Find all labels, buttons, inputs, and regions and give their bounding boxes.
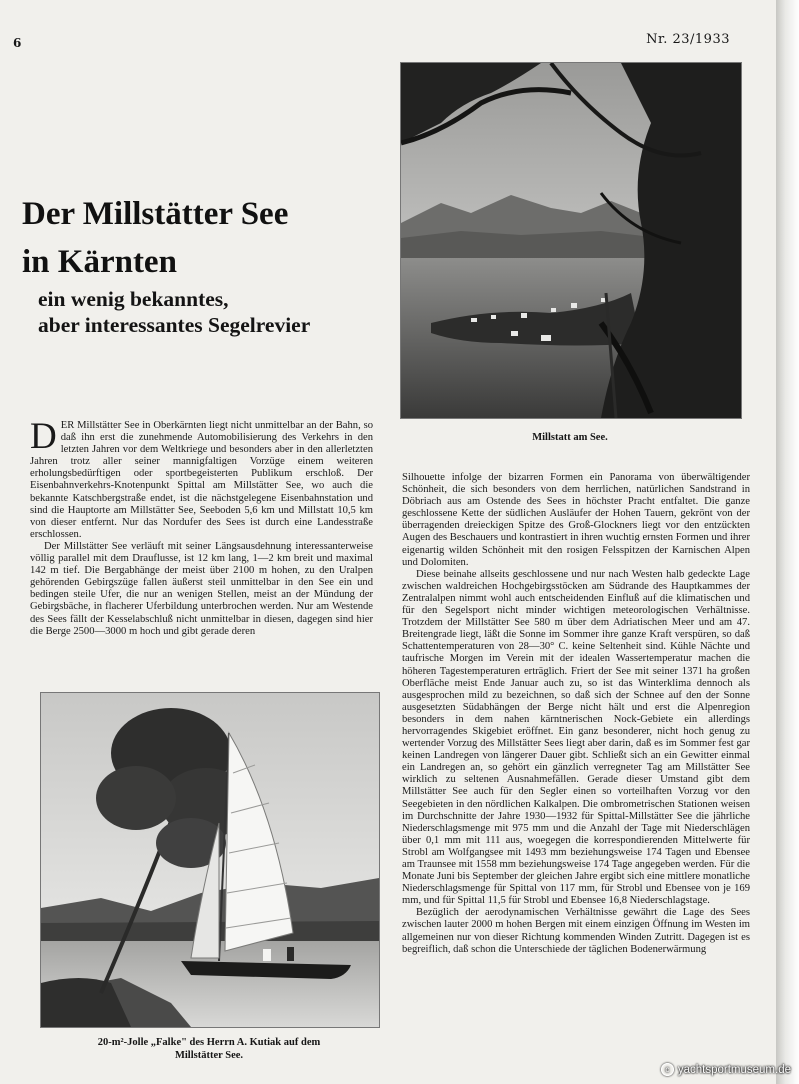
title-line-2: in Kärnten <box>22 244 177 280</box>
subtitle-line-2: aber interessantes Segelrevier <box>38 313 311 337</box>
paragraph <box>30 416 373 541</box>
paragraph-text: ER Millstätter See in Oberkärnten liegt nicht unmittelbar an der Bahn, so daß ihn erst die zunehmende Automobilisierung des Verkehrs in den letzten Jahren vor dem Weltkriege und besonders aber in den allerletzten Jahren trotz aller seiner mannigfaltigen Vorzüge einem weiteren erholungsbedürftigen oder sportbegeisterten Publikum erschloß. Der Eisenbahnverkehrs-Knotenpunkt Spittal am Millstätter See, wo auch die bekannte Katschbergstraße endet, ist die nächstgelegene Eisenbahnstation und sind die Hauptorte am Millstätter See, Seeboden 5,6 km und Millstatt 10,5 km von dieser entfernt. Nur das Nordufer des Sees ist durch eine Landesstraße erschlossen. <box>30 420 373 540</box>
caption-line-2: Millstätter See. <box>174 1050 244 1061</box>
caption-line-1: 20-m²-Jolle „Falke" des Herrn A. Kutiak auf dem <box>97 1037 321 1048</box>
photo-caption-millstatt: Millstatt am See. <box>532 432 608 443</box>
subtitle-line-1: ein wenig bekanntes, <box>38 287 229 311</box>
page-number: 6 <box>13 36 22 50</box>
paragraph: Silhouette infolge der bizarren Formen ein Panorama von überwältigender Schönheit, die sich besonders von dem herrlichen, natürlichen Sandstrand in Döbriach aus am Ostende des Sees in höchster Pracht entfaltet. Die ganze geschlossene Kette der südlichen Ausläufer der Hohen Tauern, gekrönt von der überragenden dreieckigen Spitze des Groß-Glockners liegt vor den entzückten Augen des Beschauers und kontrastiert in ihren wuchtig ernsten Formen und ihrer eigenartig wilden Schönheit mit den rosigen Felsspitzen der Karnischen Alpen und Dolomiten. <box>402 472 750 568</box>
paragraph: Diese beinahe allseits geschlossene und nur nach Westen halb gedeckte Lage zwischen waldreichen Hochgebirgsstöcken am Südrande des Hauptkammes der Zentralalpen nimmt wohl auch entscheidenden Einfluß auf die klimatischen und für den Segelsport nicht minder wichtigen meteorologischen Verhältnisse. Trotzdem der Millstätter See 580 m über dem Adriatischen Meer und am 47. Breitengrade liegt, läßt die Sonne im Sommer ihre ganze Kraft verspüren, so daß Schattentemperaturen von 28—30° C. keine Seltenheit sind. Kühle Nächte und taufrische Morgen im Verein mit der idealen Wassertemperatur machen die höheren Tagestemperaturen erträglich. Friert der See mit seiner 1371 ha großen Oberfläche meist Ende Januar auch zu, so ist das Winterklima dennoch als ausgesprochen mild zu bezeichnen, so daß sich der Schnee auf den der Sonne ausgesetzten Südabhängen der Berge nicht hält und erst die Alpenregion besonders in dem nahen kärntnerischen Nock-Gebiete ein allerdings hervorragendes Skigebiet eröffnet. Ein ganz besonderer, nicht hoch genug zu wertender Vorzug des Millstätter Sees liegt aber darin, daß es im Sommer fest gar keinen Landregen von längerer Dauer gibt. Schließt sich an ein Gewitter einmal ein Landregen an, so gehört ein gänzlich verregneter Tag am Millstätter See wirklich zu seltenen Ausnahmefällen. Gerade dieser Umstand gibt dem Millstätter See auch für den Segler einen so vorteilhaften Vorzug vor den Seegebieten in den nördlichen Kalkalpen. Die ombrometrischen Stationen weisen im Durchschnitte der Jahre 1930—1932 für Spittal-Millstätter See die jährliche Niederschlagsmenge mit 975 mm und die Anzahl der Tage mit Niederschlägen über 0,1 mm mit 111 aus, woegegen die korrespondierenden Mittelwerte für Strobl am Wolfgangsee mit 1493 mm beziehungsweise 174 Tagen und Ebensee am Traunsee mit 1558 mm beziehungsweise 174 Tage angegeben werden. Für die Monate Juni bis September der gleichen Jahre ergibt sich eine mittlere monatliche Niederschlagsmenge für Spittal von 117 mm, für Strobl und Ebensee von je 169 mm, und für Spittal 11,5 für Strobl und Ebensee 16,8 Niederschlagstage. <box>402 568 750 907</box>
issue-number: Nr. 23/1933 <box>646 32 730 47</box>
article-title <box>22 190 392 286</box>
page-edge-shadow <box>776 0 799 1084</box>
photo-caption-dinghy <box>40 1036 378 1062</box>
photo-sailing-dinghy <box>40 692 380 1028</box>
text-column-left <box>30 416 373 638</box>
title-line-1: Der Millstätter See <box>22 196 289 232</box>
paragraph: Bezüglich der aerodynamischen Verhältnisse gewährt die Lage des Sees zwischen lauter 2000 m hohen Bergen mit einem einzigen Öffnung im Westen im allgemeinen nur von dieser Richtung kommenden Winden Zutritt. Dagegen ist es begreiflich, daß schon die Unterschiede der täglichen Bodenerwärmung <box>402 907 750 955</box>
paragraph: Der Millstätter See verläuft mit seiner Längsausdehnung interessanterweise völlig parallel mit dem Drauflusse, ist 12 km lang, 1—2 km breit und maximal 142 m tief. Die Bergabhänge der meist über 2100 m hohen, zu den Uralpen gehörenden Gebirgszüge fallen äußerst steil unmittelbar in den See ein und bedingen steile Ufer, die nur an wenigen Stellen, meist an der Mündung der Gebirgsbäche, in flacherer Uferbildung unterbrochen werden. Nur am Westende des Sees fällt der Kesselabschluß nicht unmittelbar in diesen, dagegen sind hier die Berge 2500—3000 m hoch und gibt gerade deren <box>30 540 373 637</box>
watermark-text: yachtsportmuseum.de <box>677 1063 791 1076</box>
copyright-icon: c <box>661 1063 674 1076</box>
article-subtitle <box>38 286 398 338</box>
photo-millstatt-lake <box>400 62 742 419</box>
watermark <box>661 1063 791 1076</box>
text-column-right <box>402 472 750 956</box>
drop-cap: D <box>30 416 57 457</box>
